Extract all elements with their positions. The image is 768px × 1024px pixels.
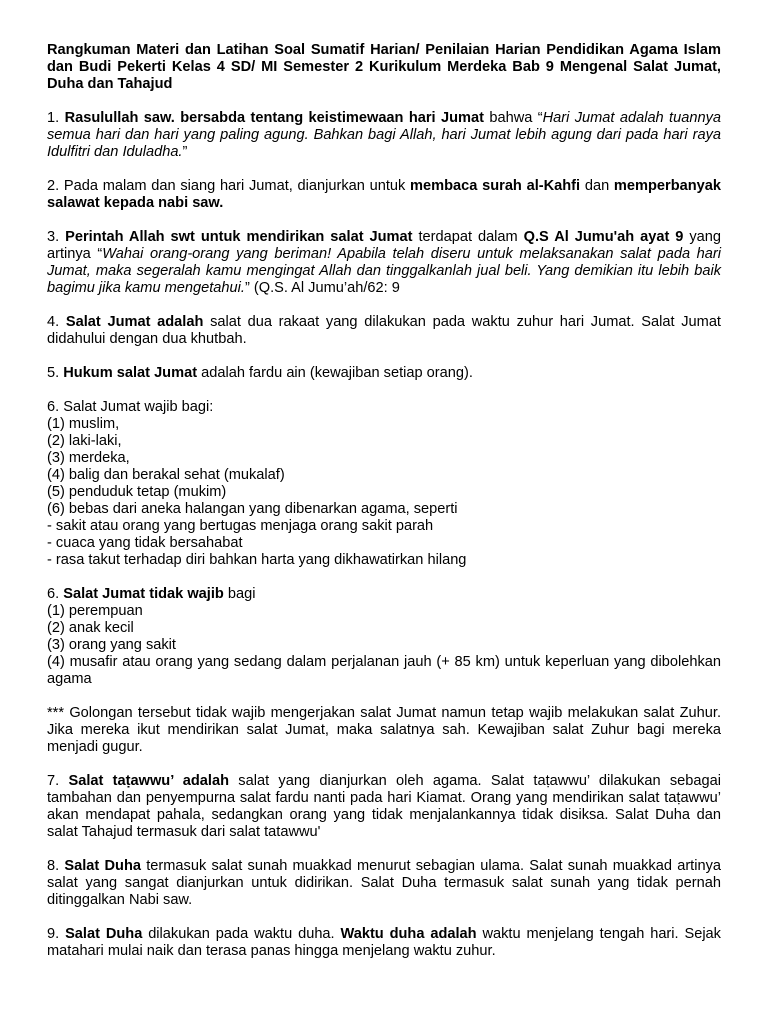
- point-2: [47, 178, 721, 212]
- list-item: (5) penduduk tetap (mukim): [47, 484, 227, 500]
- point-4: [47, 314, 721, 348]
- list-item: - rasa takut terhadap diri bahkan harta yang dikhawatirkan hilang: [47, 552, 467, 568]
- point-bold: Hukum salat Jumat: [63, 365, 198, 381]
- point-bold: Salat Jumat tidak wajib: [63, 586, 224, 602]
- verse-quote: Wahai orang-orang yang beriman! Apabila telah diseru untuk melaksanakan salat pada hari Jumat, maka segeralah kamu mengingat Allah dan tinggalkanlah jual beli. Yang demikian itu lebih baik bagimu jika kamu mengetahui.: [47, 246, 722, 296]
- point-number: 2.: [47, 178, 64, 194]
- point-bold: Waktu duha adalah: [340, 926, 477, 942]
- point-number: 6.: [47, 586, 64, 602]
- list-item: (6) bebas dari aneka halangan yang dibenarkan agama, seperti: [47, 501, 458, 517]
- list-item: (2) laki-laki,: [47, 433, 122, 449]
- point-number: 1.: [47, 110, 65, 126]
- point-bold: Rasulullah saw. bersabda tentang keistimewaan hari Jumat: [64, 110, 484, 126]
- point-7: [47, 773, 721, 841]
- point-text: waktu menjelang tengah hari. Sejak matahari mulai naik dan terasa panas hingga menjelang waktu zuhur.: [47, 926, 721, 959]
- point-bold: memperbanyak salawat kepada nabi saw.: [47, 178, 721, 211]
- hadith-quote: Hari Jumat adalah tuannya semua hari dan hari yang paling agung. Bahkan bagi Allah, hari Jumat lebih agung dari pada hari raya Idulfitri dan Iduladha.: [47, 110, 721, 160]
- point-8: [47, 858, 721, 909]
- point-bold: Salat Jumat adalah: [65, 314, 204, 330]
- list-item: (3) merdeka,: [47, 450, 130, 466]
- list-heading: 6. Salat Jumat wajib bagi:: [47, 399, 214, 415]
- point-text: dilakukan pada waktu duha.: [142, 926, 341, 942]
- document-title: Rangkuman Materi dan Latihan Soal Sumatif Harian/ Penilaian Harian Pendidikan Agama Islam dan Budi Pekerti Kelas 4 SD/ MI Semester 2 Kurikulum Merdeka Bab 9 Mengenal Salat Jumat, Duha dan Tahajud: [47, 42, 721, 92]
- point-text: dan: [580, 178, 614, 194]
- list-item: (2) anak kecil: [47, 620, 134, 636]
- list-item: - sakit atau orang yang bertugas menjaga orang sakit parah: [47, 518, 434, 534]
- point-bold: Salat taṭawwu’ adalah: [68, 773, 229, 789]
- point-text: salat dua rakaat yang dilakukan pada waktu zuhur hari Jumat. Salat Jumat didahului dengan dua khutbah.: [47, 314, 721, 347]
- list-item: (3) orang yang sakit: [47, 637, 176, 653]
- list-item: (1) perempuan: [47, 603, 143, 619]
- point-6-tidak-wajib-list: [47, 586, 721, 688]
- point-bold: Salat Duha: [65, 926, 143, 942]
- point-text: yang artinya “: [47, 229, 721, 262]
- point-number: 7.: [47, 773, 69, 789]
- point-text: termasuk salat sunah muakkad menurut sebagian ulama. Salat sunah muakkad artinya salat yang sangat dianjurkan untuk didirikan. Salat Duha termasuk salat sunah yang tidak pernah ditinggalkan Nabi saw.: [47, 858, 721, 908]
- point-bold: Perintah Allah swt untuk mendirikan salat Jumat: [65, 229, 413, 245]
- point-text: ” (Q.S. Al Jumu’ah/62: 9: [244, 280, 400, 296]
- point-text: ”: [182, 144, 188, 160]
- note-paragraph: *** Golongan tersebut tidak wajib mengerjakan salat Jumat namun tetap wajib melakukan salat Zuhur. Jika mereka ikut mendirikan salat Jumat, maka salatnya sah. Kewajiban salat Zuhur bagi mereka menjadi gugur.: [47, 705, 721, 755]
- point-text: terdapat dalam: [412, 229, 524, 245]
- point-bold: Salat Duha: [64, 858, 142, 874]
- point-6-wajib-list: [47, 399, 721, 569]
- point-bold: membaca surah al-Kahfi: [410, 178, 581, 194]
- point-text: Pada malam dan siang hari Jumat, dianjurkan untuk: [63, 178, 411, 194]
- point-number: 3.: [47, 229, 66, 245]
- list-item: (4) musafir atau orang yang sedang dalam perjalanan jauh (+ 85 km) untuk keperluan yang dibolehkan agama: [47, 654, 721, 687]
- point-number: 4.: [47, 314, 66, 330]
- point-number: 9.: [47, 926, 66, 942]
- point-5: [47, 365, 721, 382]
- point-bold: Q.S Al Jumu'ah ayat 9: [523, 229, 684, 245]
- point-3: [47, 229, 721, 297]
- point-9: [47, 926, 721, 960]
- point-text: bagi: [223, 586, 256, 602]
- point-text: bahwa “: [483, 110, 543, 126]
- list-item: - cuaca yang tidak bersahabat: [47, 535, 243, 551]
- point-1: [47, 110, 721, 161]
- point-number: 5.: [47, 365, 64, 381]
- list-heading: [47, 586, 721, 603]
- point-number: 8.: [47, 858, 65, 874]
- list-item: (4) balig dan berakal sehat (mukalaf): [47, 467, 285, 483]
- point-text: salat yang dianjurkan oleh agama. Salat taṭawwu’ dilakukan sebagai tambahan dan penyempurna salat fardu nanti pada hari Kiamat. Orang yang mendirikan salat taṭawwu’ akan mendapat pahala, sedangkan orang yang tidak menjalankannya tidak disiksa. Salat Duha dan salat Tahajud termasuk dari salat tatawwu': [47, 773, 721, 840]
- list-item: (1) muslim,: [47, 416, 120, 432]
- point-text: adalah fardu ain (kewajiban setiap orang).: [197, 365, 473, 381]
